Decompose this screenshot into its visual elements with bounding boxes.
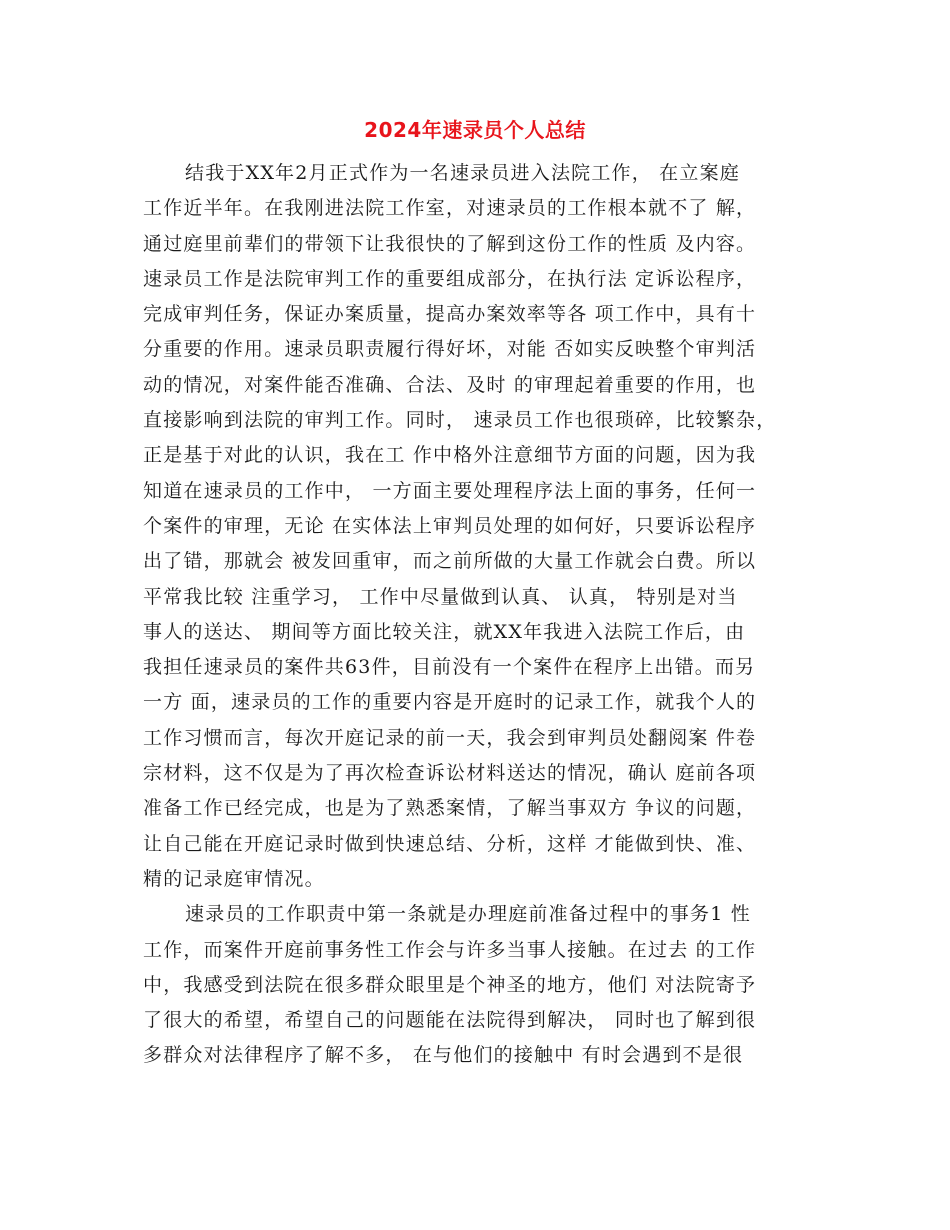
document-body: [143, 156, 823, 1074]
text-line: 速录员工作是法院审判工作的重要组成部分，在执行法 定诉讼程序，: [143, 267, 757, 290]
text-line: 工作近半年。在我刚进法院工作室，对速录员的工作根本就不了 解，: [143, 197, 757, 220]
text-line: 精的记录庭审情况。: [143, 867, 325, 890]
text-line: 知道在速录员的工作中， 一方面主要处理程序法上面的事务，任何一: [143, 479, 757, 502]
text-line: 通过庭里前辈们的带领下让我很快的了解到这份工作的性质 及内容。: [143, 232, 757, 255]
text-line: 了很大的希望，希望自己的问题能在法院得到解决， 同时也了解到很: [143, 1009, 757, 1032]
text-line: 工作，而案件开庭前事务性工作会与许多当事人接触。在过去 的工作: [143, 938, 757, 961]
text-line: 结我于XX年2月正式作为一名速录员进入法院工作， 在立案庭: [185, 162, 740, 184]
text-line: 直接影响到法院的审判工作。同时， 速录员工作也很琐碎，比较繁杂，: [143, 409, 777, 432]
text-line: 我担任速录员的案件共63件，目前没有一个案件在程序上出错。而另: [143, 656, 756, 679]
text-line: 中，我感受到法院在很多群众眼里是个神圣的地方，他们 对法院寄予: [143, 973, 757, 996]
document-title: 2024年速录员个人总结: [364, 118, 586, 142]
text-line: 出了错，那就会 被发回重审，而之前所做的大量工作就会白费。所以: [143, 550, 757, 573]
text-line: 个案件的审理，无论 在实体法上审判员处理的如何好，只要诉讼程序: [143, 514, 757, 537]
text-line: 分重要的作用。速录员职责履行得好坏，对能 否如实反映整个审判活: [143, 338, 757, 361]
text-line: 宗材料，这不仅是为了再次检查诉讼材料送达的情况，确认 庭前各项: [143, 762, 757, 785]
text-line: 让自己能在开庭记录时做到快速总结、分析，这样 才能做到快、准、: [143, 832, 757, 855]
paragraph-2: [143, 897, 823, 1073]
text-line: 工作习惯而言，每次开庭记录的前一天，我会到审判员处翻阅案 件卷: [143, 726, 757, 749]
text-line: 多群众对法律程序了解不多， 在与他们的接触中 有时会遇到不是很: [143, 1044, 744, 1067]
text-line: 平常我比较 注重学习， 工作中尽量做到认真、 认真， 特别是对当: [143, 585, 738, 608]
text-line: 动的情况，对案件能否准确、合法、及时 的审理起着重要的作用，也: [143, 373, 757, 396]
text-line: 事人的送达、 期间等方面比较关注，就XX年我进入法院工作后，由: [143, 620, 746, 643]
text-line: 完成审判任务，保证办案质量，提高办案效率等各 项工作中，具有十: [143, 303, 757, 326]
text-line: 正是基于对此的认识，我在工 作中格外注意细节方面的问题，因为我: [143, 444, 757, 467]
text-line: 准备工作已经完成，也是为了熟悉案情，了解当事双方 争议的问题，: [143, 797, 757, 820]
text-line: 速录员的工作职责中第一条就是办理庭前准备过程中的事务1 性: [185, 903, 751, 926]
text-line: 一方 面，速录员的工作的重要内容是开庭时的记录工作，就我个人的: [143, 691, 757, 714]
paragraph-1: [143, 156, 823, 897]
